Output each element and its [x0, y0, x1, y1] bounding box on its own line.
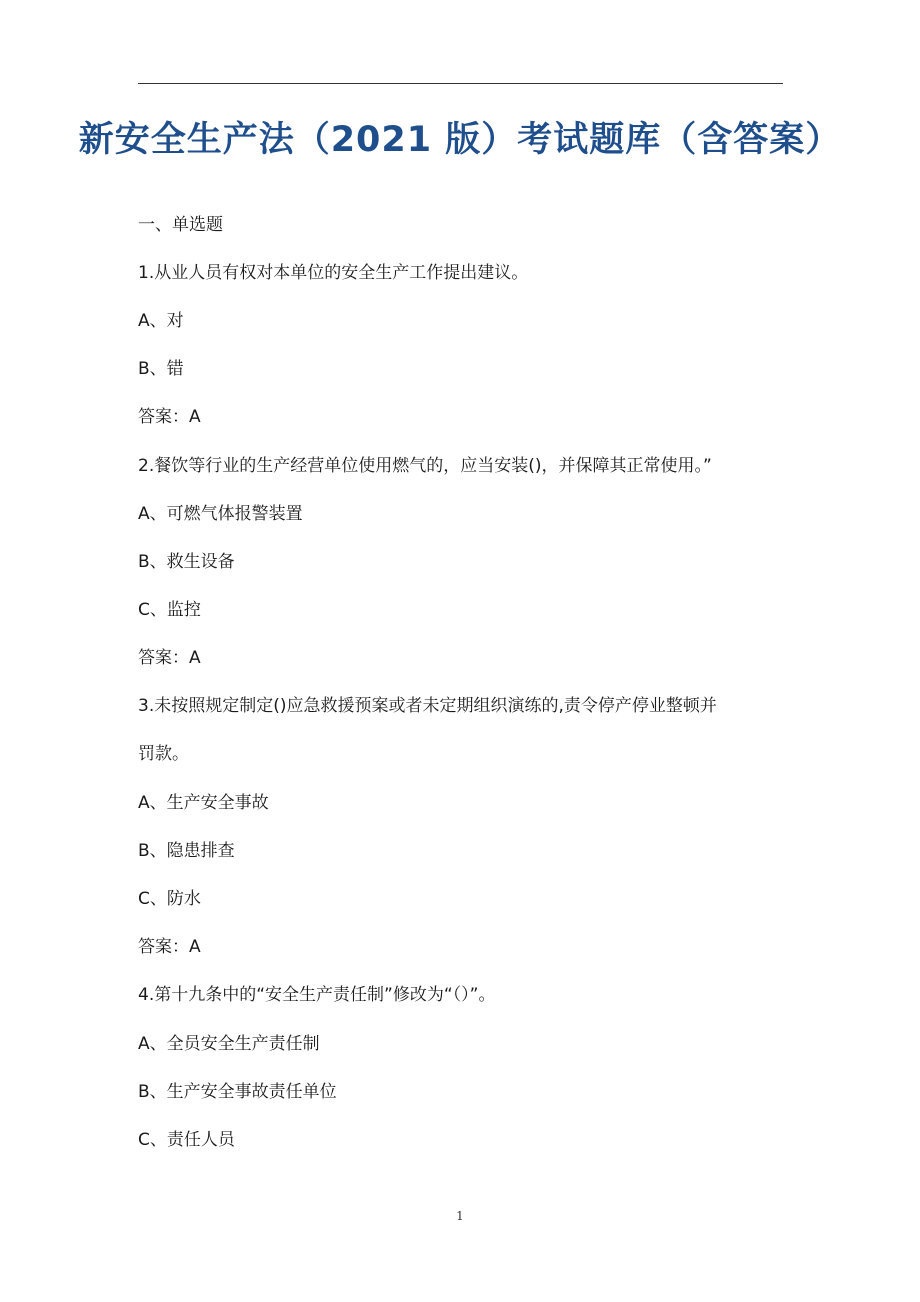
- question-1-answer: 答案：A: [138, 407, 201, 427]
- page-number: 1: [456, 1209, 464, 1223]
- question-3-option-c: C、防水: [138, 889, 201, 909]
- question-3-answer: 答案：A: [138, 937, 201, 957]
- question-4-option-a: A、全员安全生产责任制: [138, 1034, 320, 1054]
- question-4-option-b: B、生产安全事故责任单位: [138, 1082, 337, 1102]
- question-2-answer: 答案：A: [138, 648, 201, 668]
- question-3-option-a: A、生产安全事故: [138, 793, 269, 813]
- question-3-option-b: B、隐患排查: [138, 841, 235, 861]
- question-4-option-c: C、责任人员: [138, 1130, 235, 1150]
- question-2: 2.餐饮等行业的生产经营单位使用燃气的，应当安装()，并保障其正常使用。”: [138, 456, 712, 476]
- question-3: 3.未按照规定制定()应急救援预案或者未定期组织演练的,责令停产停业整顿并: [138, 696, 717, 716]
- question-2-option-c: C、监控: [138, 600, 201, 620]
- document-title: 新安全生产法（2021 版）考试题库（含答案）: [78, 120, 842, 160]
- question-3-continuation: 罚款。: [138, 744, 189, 764]
- question-1: 1.从业人员有权对本单位的安全生产工作提出建议。: [138, 263, 529, 283]
- section-heading: 一、单选题: [138, 215, 223, 235]
- question-4: 4.第十九条中的“安全生产责任制”修改为“（）”。: [138, 985, 496, 1005]
- question-1-option-a: A、对: [138, 311, 184, 331]
- question-1-option-b: B、错: [138, 359, 184, 379]
- header-rule: [138, 83, 783, 84]
- question-2-option-b: B、救生设备: [138, 552, 235, 572]
- question-2-option-a: A、可燃气体报警装置: [138, 504, 303, 524]
